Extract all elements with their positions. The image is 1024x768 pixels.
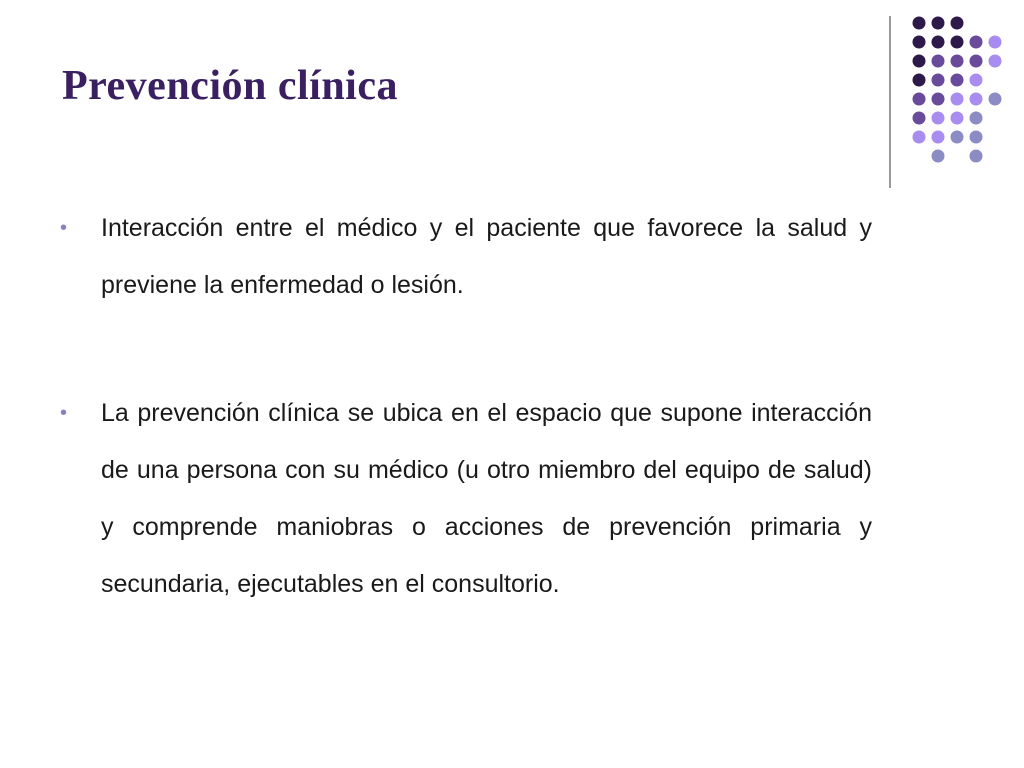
decorative-dot: [951, 74, 964, 87]
decorative-dot: [970, 93, 983, 106]
decorative-dot: [932, 93, 945, 106]
bullet-item: [60, 385, 872, 613]
decorative-dot: [970, 131, 983, 144]
decorative-dot: [970, 74, 983, 87]
decorative-dot: [989, 55, 1002, 68]
decorative-dot: [970, 36, 983, 49]
decorative-dot: [913, 131, 926, 144]
decorative-dot: [932, 17, 945, 30]
decorative-dot: [989, 36, 1002, 49]
decorative-dot: [913, 36, 926, 49]
decorative-dot: [913, 17, 926, 30]
decorative-dot: [951, 17, 964, 30]
decorative-dot: [970, 55, 983, 68]
decorative-dot: [932, 112, 945, 125]
decorative-dot: [932, 131, 945, 144]
vertical-divider: [889, 16, 891, 188]
decorative-dot: [951, 93, 964, 106]
slide-body: [60, 200, 872, 613]
slide-title: Prevención clínica: [62, 63, 398, 109]
decorative-dot: [970, 150, 983, 163]
bullet-marker: •: [60, 217, 68, 239]
bullet-text: Interacción entre el médico y el paciente que favorece la salud y previene la enfermedad o lesión.: [101, 214, 872, 299]
bullet-text: La prevención clínica se ubica en el espacio que supone interacción de una persona con su médico (u otro miembro del equipo de salud) y comprende maniobras o acciones de prevención primaria y secundaria, ejecutables en el consultorio.: [101, 399, 872, 598]
decorative-dot: [951, 55, 964, 68]
decorative-dot: [913, 55, 926, 68]
decorative-dot: [913, 112, 926, 125]
decorative-dot: [989, 93, 1002, 106]
bullet-item: [60, 200, 872, 314]
decorative-dot: [932, 36, 945, 49]
decorative-dot: [970, 112, 983, 125]
decorative-dot: [932, 74, 945, 87]
decorative-dot: [913, 93, 926, 106]
decorative-dot: [913, 74, 926, 87]
decorative-dot: [951, 36, 964, 49]
decorative-dot: [932, 150, 945, 163]
decorative-dot: [951, 112, 964, 125]
decorative-dot: [932, 55, 945, 68]
decorative-dot: [951, 131, 964, 144]
bullet-marker: •: [60, 402, 68, 424]
